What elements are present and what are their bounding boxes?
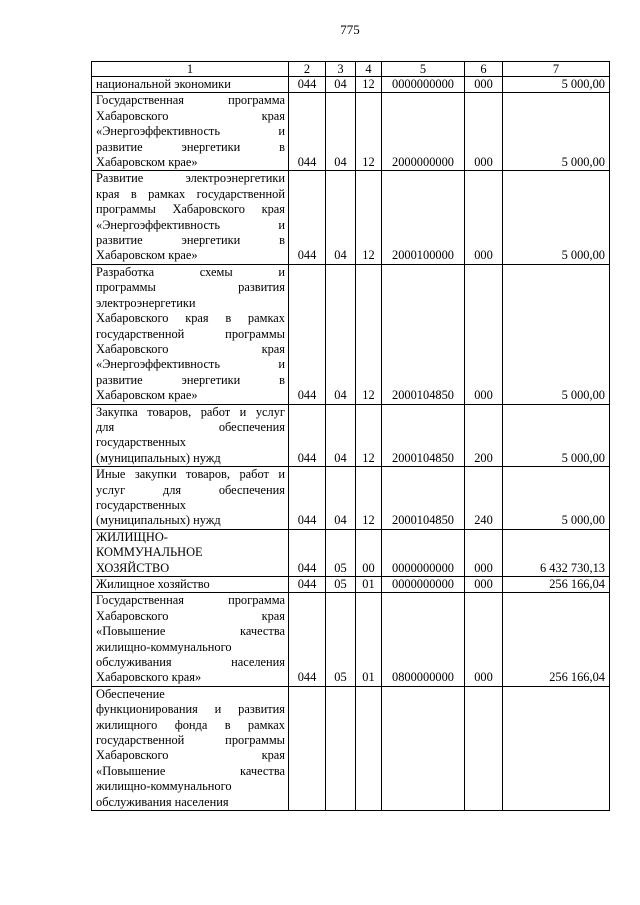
item-name-line: программы Хабаровского края [96,202,285,217]
table-row [92,577,610,593]
item-name-line: Хабаровском крае» [96,388,198,403]
item-name-line: ХОЗЯЙСТВО [96,560,170,575]
cell-expense-type: 000 [465,171,503,264]
item-name-line: Хабаровском крае» [96,155,198,170]
cell-department: 044 [289,593,326,686]
cell-amount: 5 000,00 [503,171,610,264]
cell-department: 044 [289,404,326,467]
item-name-line: «Повышение качества [96,624,285,639]
item-name-line: КОММУНАЛЬНОЕ [96,545,203,560]
cell-expense-type: 200 [465,404,503,467]
cell-department: 044 [289,77,326,93]
item-name-line: развитие энергетики в [96,372,285,387]
table-body [92,77,610,811]
item-name-line: «Энергоэффективность и [96,217,285,232]
item-name-line: Закупка товаров, работ и услуг [96,404,285,419]
item-name-line: Хабаровского края» [96,670,202,685]
cell-target-article: 0800000000 [382,593,465,686]
cell-subsection: 12 [356,467,382,530]
cell-section: 04 [326,93,356,171]
cell-target-article: 2000100000 [382,171,465,264]
cell-department: 044 [289,577,326,593]
cell-target-article: 2000104850 [382,404,465,467]
column-header: 4 [356,62,382,77]
cell-amount: 256 166,04 [503,593,610,686]
cell-department: 044 [289,467,326,530]
column-header: 5 [382,62,465,77]
cell-amount: 5 000,00 [503,264,610,404]
cell-section: 04 [326,171,356,264]
table-row [92,264,610,404]
column-header: 1 [92,62,289,77]
item-name-line: Разработка схемы и [96,264,285,279]
table-row [92,93,610,171]
cell-item-name [92,577,289,593]
cell-subsection: 12 [356,77,382,93]
item-name-line: государственных [96,497,187,512]
cell-subsection: 12 [356,264,382,404]
item-name-line: Хабаровского края [96,608,285,623]
item-name-line: «Повышение качества [96,763,285,778]
item-name-line: Хабаровского края [96,108,285,123]
item-name-line: ЖИЛИЩНО- [96,529,168,544]
item-name-line: государственной программы [96,326,285,341]
cell-amount [503,686,610,810]
item-name-line: «Энергоэффективность и [96,124,285,139]
item-name-line: государственной программы [96,733,285,748]
cell-department [289,686,326,810]
cell-amount: 6 432 730,13 [503,529,610,576]
table-row [92,467,610,530]
item-name-line: развитие энергетики в [96,233,285,248]
cell-expense-type: 000 [465,264,503,404]
table-row [92,171,610,264]
item-name-line: Развитие электроэнергетики [96,171,285,186]
cell-item-name [92,467,289,530]
cell-item-name [92,529,289,576]
cell-section: 04 [326,264,356,404]
cell-section: 05 [326,529,356,576]
cell-amount: 5 000,00 [503,93,610,171]
cell-department: 044 [289,264,326,404]
item-name-line: Хабаровского края в рамках [96,311,285,326]
item-name-line: услуг для обеспечения [96,482,285,497]
cell-amount: 256 166,04 [503,577,610,593]
cell-target-article: 0000000000 [382,577,465,593]
cell-expense-type: 000 [465,77,503,93]
column-header: 2 [289,62,326,77]
item-name-line: Иные закупки товаров, работ и [96,467,285,482]
cell-amount: 5 000,00 [503,404,610,467]
table-row [92,529,610,576]
cell-target-article: 0000000000 [382,529,465,576]
cell-target-article: 2000000000 [382,93,465,171]
item-name-line: функционирования и развития [96,702,285,717]
cell-section: 04 [326,404,356,467]
cell-item-name [92,593,289,686]
cell-section: 05 [326,577,356,593]
cell-department: 044 [289,93,326,171]
cell-item-name [92,404,289,467]
item-name-line: развитие энергетики в [96,139,285,154]
cell-expense-type: 000 [465,529,503,576]
item-name-line: национальной экономики [96,77,231,91]
cell-target-article: 2000104850 [382,264,465,404]
cell-amount: 5 000,00 [503,77,610,93]
item-name-line: Жилищное хозяйство [96,577,210,591]
cell-subsection: 12 [356,93,382,171]
cell-department: 044 [289,171,326,264]
cell-subsection: 12 [356,171,382,264]
item-name-line: (муниципальных) нужд [96,513,221,528]
cell-subsection: 12 [356,404,382,467]
item-name-line: государственных [96,435,187,450]
item-name-line: обслуживания населения [96,655,285,670]
item-name-line: обслуживания населения [96,794,229,809]
table-row [92,593,610,686]
cell-target-article: 2000104850 [382,467,465,530]
cell-expense-type: 000 [465,93,503,171]
item-name-line: «Энергоэффективность и [96,357,285,372]
cell-expense-type: 000 [465,577,503,593]
column-header: 3 [326,62,356,77]
cell-section: 05 [326,593,356,686]
cell-subsection [356,686,382,810]
cell-item-name [92,171,289,264]
cell-section [326,686,356,810]
cell-section: 04 [326,467,356,530]
item-name-line: (муниципальных) нужд [96,450,221,465]
item-name-line: Государственная программа [96,93,285,108]
cell-expense-type [465,686,503,810]
item-name-line: электроэнергетики [96,295,196,310]
table-row [92,686,610,810]
item-name-line: жилищно-коммунального [96,639,232,654]
item-name-line: Обеспечение [96,686,165,701]
cell-amount: 5 000,00 [503,467,610,530]
budget-table [91,61,610,811]
cell-target-article [382,686,465,810]
cell-item-name [92,264,289,404]
cell-subsection: 01 [356,593,382,686]
cell-item-name [92,77,289,93]
item-name-line: Хабаровского края [96,748,285,763]
item-name-line: программы развития [96,280,285,295]
item-name-line: края в рамках государственной [96,186,285,201]
column-header: 7 [503,62,610,77]
cell-item-name [92,93,289,171]
column-header: 6 [465,62,503,77]
item-name-line: Хабаровском крае» [96,248,198,263]
table-row [92,77,610,93]
cell-item-name [92,686,289,810]
item-name-line: Государственная программа [96,593,285,608]
cell-target-article: 0000000000 [382,77,465,93]
page-number: 775 [340,22,360,37]
cell-expense-type: 000 [465,593,503,686]
cell-section: 04 [326,77,356,93]
cell-expense-type: 240 [465,467,503,530]
cell-subsection: 01 [356,577,382,593]
table-row [92,404,610,467]
item-name-line: Хабаровского края [96,341,285,356]
table-header-row [92,62,610,77]
item-name-line: жилищно-коммунального [96,779,232,794]
cell-department: 044 [289,529,326,576]
cell-subsection: 00 [356,529,382,576]
item-name-line: жилищного фонда в рамках [96,717,285,732]
item-name-line: для обеспечения [96,419,285,434]
